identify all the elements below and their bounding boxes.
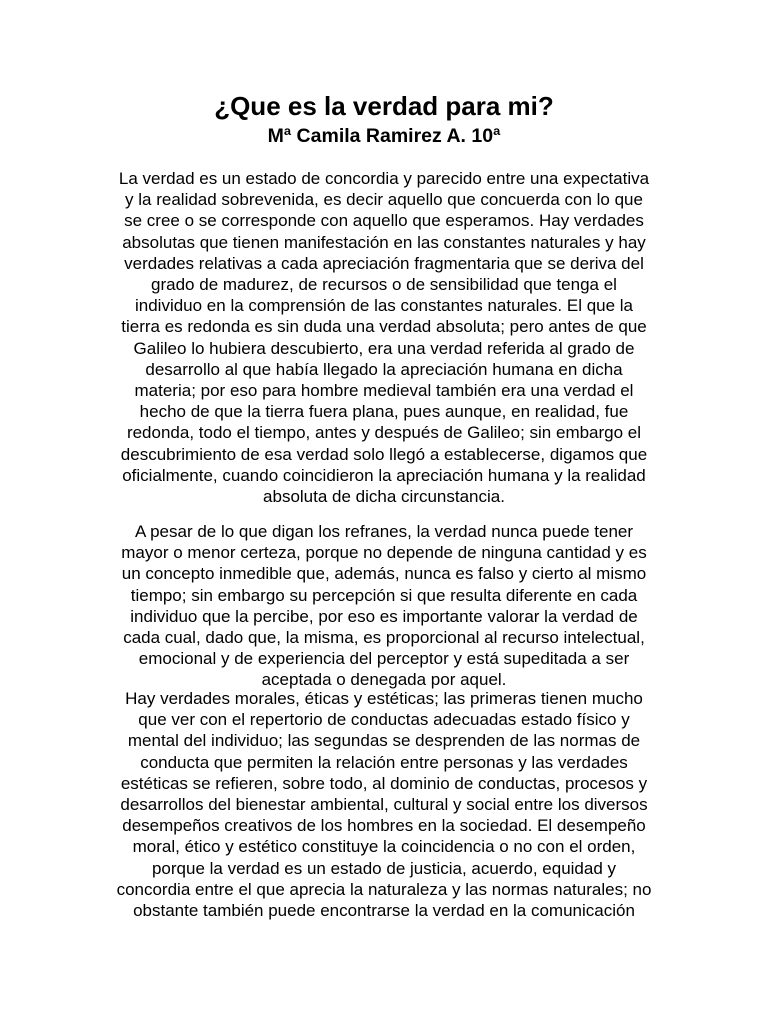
text-line: desarrollo al que había llegado la apreciación humana en dicha — [145, 359, 623, 379]
text-line: individuo en la comprensión de las constantes naturales. El que la — [134, 296, 634, 316]
paragraph-2 — [0, 521, 768, 691]
text-line: conducta que permiten la relación entre personas y las verdades — [140, 752, 628, 772]
text-line: que ver con el repertorio de conductas adecuadas estado físico y — [138, 710, 630, 730]
text-line: hecho de que la tierra fuera plana, pues aunque, en realidad, fue — [139, 402, 629, 422]
text-line: oficialmente, cuando coincidieron la apreciación humana y la realidad — [122, 465, 646, 485]
text-line: mental del individuo; las segundas se desprenden de las normas de — [127, 731, 641, 751]
text-line: La verdad es un estado de concordia y parecido entre una expectativa — [118, 169, 650, 188]
text-line: tierra es redonda es sin duda una verdad absoluta; pero antes de que — [121, 317, 647, 337]
text-line: verdades relativas a cada apreciación fragmentaria que se deriva del — [124, 253, 644, 273]
text-line: desempeños creativos de los hombres en la sociedad. El desempeño — [122, 816, 646, 836]
text-line: desarrollos del bienestar ambiental, cultural y social entre los diversos — [120, 795, 648, 815]
text-line: cada cual, dado que, la misma, es proporcional al recurso intelectual, — [123, 628, 645, 648]
text-line: obstante también puede encontrarse la verdad en la comunicación — [133, 901, 635, 921]
text-line: un concepto inmedible que, además, nunca es falso y cierto al mismo — [121, 564, 647, 584]
author-line: Mª Camila Ramirez A. 10ª — [267, 125, 501, 147]
text-line: mayor o menor certeza, porque no depende de ninguna cantidad y es — [121, 543, 647, 563]
text-line: absolutas que tienen manifestación en las constantes naturales y hay — [122, 232, 646, 252]
document-title: ¿Que es la verdad para mi? — [214, 91, 554, 121]
text-line: individuo que la percibe, por eso es importante valorar la verdad de — [130, 606, 638, 626]
text-line: porque la verdad es un estado de justicia, acuerdo, equidad y — [151, 858, 617, 878]
text-line: materia; por eso para hombre medieval también era una verdad el — [134, 381, 634, 401]
text-line: descubrimiento de esa verdad solo llegó a establecerse, digamos que — [120, 444, 648, 464]
text-line: grado de madurez, de recursos o de sensibilidad que tenga el — [151, 275, 617, 295]
paragraph-1 — [0, 168, 768, 507]
text-line: Galileo lo hubiera descubierto, era una verdad referida al grado de — [133, 338, 635, 358]
text-line: Hay verdades morales, éticas y estéticas; las primeras tienen mucho — [125, 689, 643, 708]
text-line: redonda, todo el tiempo, antes y después de Galileo; sin embargo el — [126, 423, 642, 443]
text-line: se cree o se corresponde con aquello que esperamos. Hay verdades — [124, 211, 644, 231]
paragraph-3 — [0, 688, 768, 921]
text-line: absoluta de dicha circunstancia. — [263, 487, 505, 507]
text-line: tiempo; sin embargo su percepción si que resulta diferente en cada — [130, 585, 638, 605]
text-line: aceptada o denegada por aquel. — [261, 670, 507, 690]
text-line: A pesar de lo que digan los refranes, la verdad nunca puede tener — [134, 522, 634, 541]
text-line: concordia entre el que aprecia la naturaleza y las normas naturales; no — [116, 879, 652, 899]
text-line: estéticas se refieren, sobre todo, al dominio de conductas, procesos y — [120, 773, 648, 793]
text-line: y la realidad sobrevenida, es decir aquello que concuerda con lo que — [125, 190, 643, 210]
text-line: emocional y de experiencia del perceptor y está supeditada a ser — [138, 649, 630, 669]
text-line: moral, ético y estético constituye la coincidencia o no con el orden, — [132, 837, 636, 857]
